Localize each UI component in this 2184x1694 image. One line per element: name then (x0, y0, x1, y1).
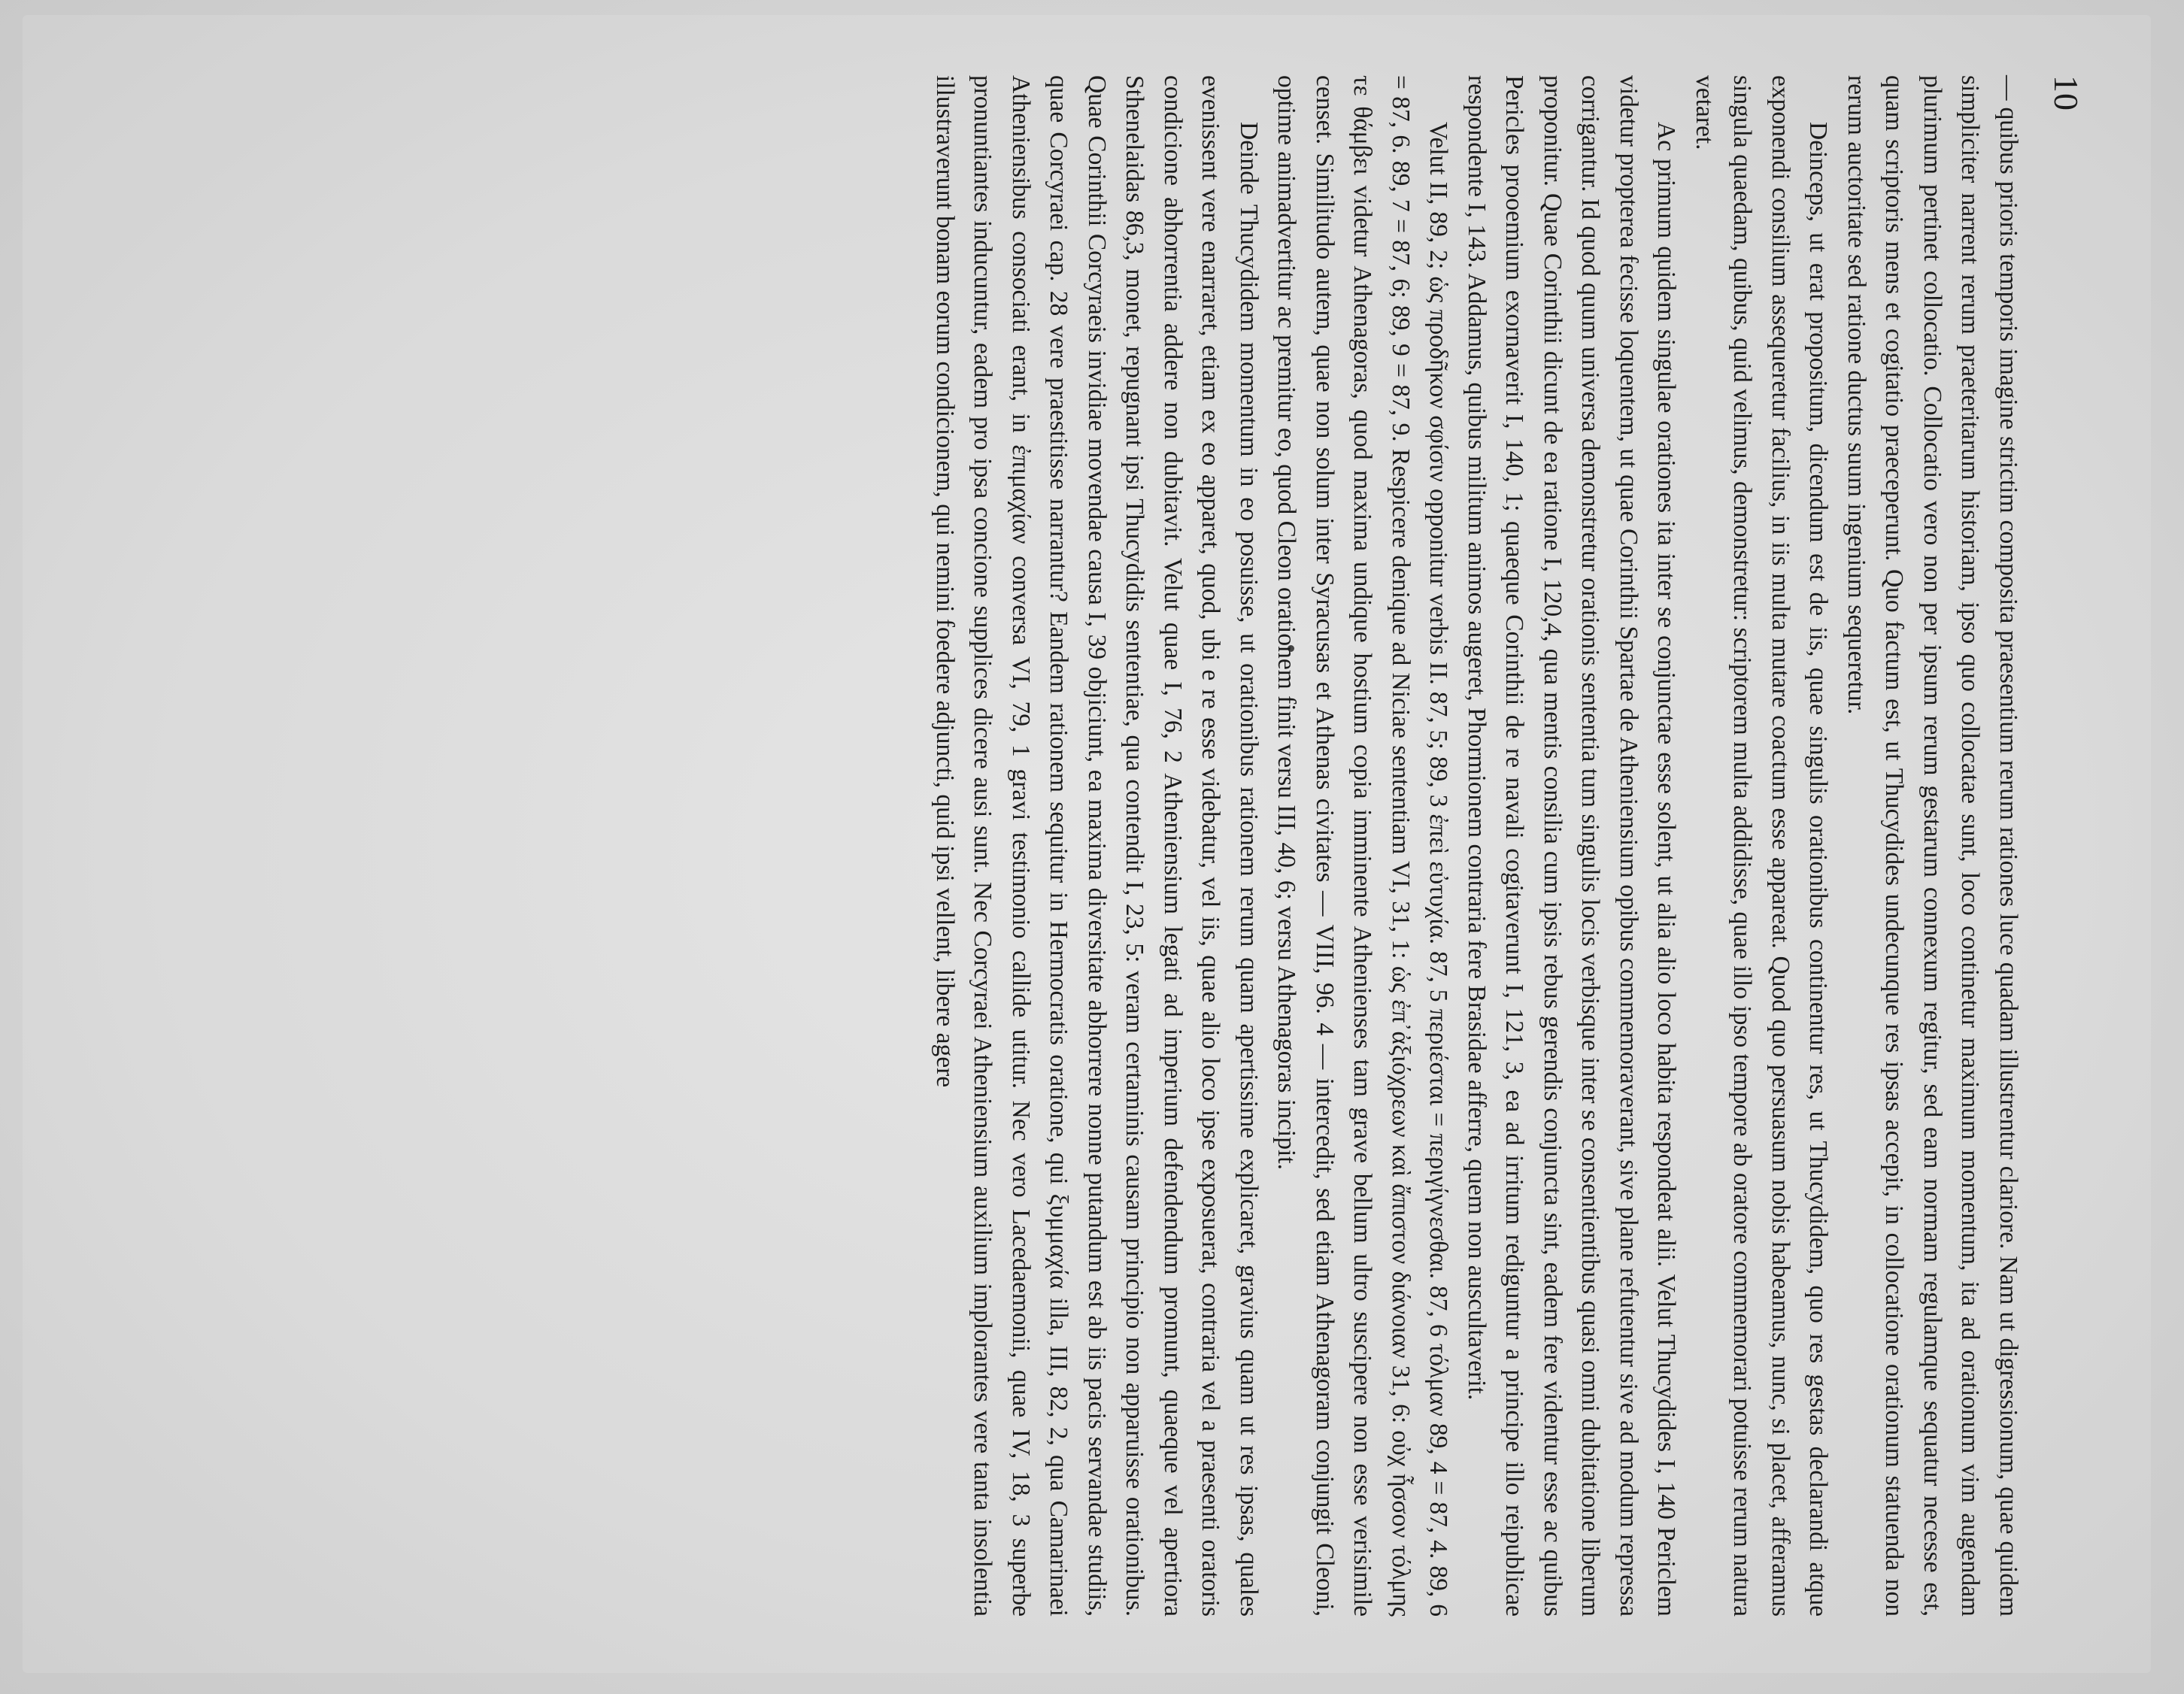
rotated-book-page (117, 75, 2087, 1617)
page-number: 10 (2047, 75, 2085, 111)
paragraph-2: Deinceps, ut erat propositum, dicendum est de iis, quae singulis orationibus continentur res, ut Thucydidem, quo res gestas declarandi atque exponendi consilium assequeretur facilius, in iis multa mutare coactum esse appareat. Quod quo persuasum nobis habeamus, nunc, si placet, afferamus singula quaedam, quibus, quid velimus, demonstretur: scriptorem multa addidisse, quae illo ipso tempore ab oratore commemorari potuisse rerum natura vetaret. (1691, 75, 1833, 1617)
paragraph-1: — quibus prioris temporis imagine strictim composita praesentium rerum rationes luce quadam illustrentur clariore. Nam ut digressionum, quae quidem simpliciter narrent rerum praeteritarum historiam, ipso quo collocatae sunt, loco continetur maximum momentum, ita ad orationum vim augendam plurimum pertinet collocatio. Collocatio vero non per ipsum rerum gestarum connexum regitur, sed eam normam regulamque sequatur necesse est, quam scriptoris mens et cogitatio praeceperunt. Quo factum est, ut Thucydides undecunque res ipsas accepit, in collocatione orationum statuenda non rerum auctoritate sed ratione ductus suum ingenium sequeretur. (1843, 75, 2022, 1617)
paragraph-5: Deinde Thucydidem momentum in eo posuisse, ut orationibus rationem rerum quam apertissime explicaret, gravius quam ut res ipsas, quales evenissent vere enarraret, etiam ex eo apparet, quod, ubi e re esse videbatur, vel iis, quae alio loco ipse exposuerat, contraria vel a praesenti oratoris condicione abhorrentia addere non dubitavit. Velut quae I, 76, 2 Atheniensium legati ad imperium defendendum promunt, quaeque vel apertiora Sthenelaidas 86,3, monet, repugnant ipsi Thucydidis sententiae, qua contendit I, 23, 5: veram certaminis causam principio non apparuisse orationibus. Quae Corinthii Corcyraeis invidiae movendae causa I, 39 objiciunt, ea maxima diversitate abhorrere nonne putandum est ab iis pacis servandae studiis, quae Corcyraei cap. 28 vere praestitisse narrantur? Eandem rationem sequitur in Hermocratis oratione, qui ξυμμαχία illa, III, 82, 2, qua Camarinaei Atheniensibus consociati erant, in ἐπιμαχίαν conversa VI, 79, 1 gravi testimonio callide utitur. Nec vero Lacedaemonii, quae IV, 18, 3 superbe pronuntiantes inducuntur, eadem pro ipsa concione supplices dicere ausi sunt. Nec Corcyraei Atheniensium auxilium implorantes vere tanta insolentia illustraverunt bonam eorum condicionem, qui nemini foedere adjuncti, quid ipsi vellent, libere agere (931, 75, 1263, 1617)
paragraph-4: Velut II, 89, 2; ὡς προδῆκον σφίσιν opponitur verbis II. 87, 5; 89, 3 ἐπεὶ εὐτυχία. 87, 5 περιέσται = περιγίγνεσθαι. 87, 6 τόλμαν 89, 4 = 87, 4. 89, 6 = 87, 6. 89, 7 = 87, 6; 89, 9 = 87, 9. Respicere denique ad Niciae sententiam VI, 31, 1: ὡς ἐπ᾽ἀξιόχρεων καὶ ἄπιστον διάνοιαν 31, 6: οὐχ ἧσσον τόλμης τε θάμβει videtur Athenagoras, quod maxima undique hostium copia imminente Athenienses tam grave bellum ultro suscipere non esse verisimile censet. Similitudo autem, quae non solum inter Syracusas et Athenas civitates — VIII, 96. 4 — intercedit, sed etiam Athenagoram conjungit Cleoni, optime animadvertitur ac premitur eo, quod Cleon orationem finit versu III, 40, 6; versu Athenagoras incipit. (1272, 75, 1453, 1617)
paragraph-3: Ac primum quidem singulae orationes ita inter se conjunctae esse solent, ut alia alio loco habita respondeat alii. Velut Thucydides I, 140 Periclem videtur propterea fecisse loquentem, ut quae Corinthii Spartae de Atheniensium opibus commemoraverant, sive plane refutentur sive ad modum repressa corrigantur. Id quod quum universa demonstretur orationis sententia tum singulis locis verbisque inter se consentientibus quasi omni dubitatione liberum proponitur. Quae Corinthii dicunt de ea ratione I, 120,4, qua mentis consilia cum ipsis rebus gerendis conjuncta sint, eadem fere videntur esse ac quibus Pericles prooemium exornaverit I, 140, 1; quaeque Corinthii de re navali cogitaverunt I, 121, 3, ea ad irritum rediguntur a principe illo reipublicae respondente I, 143. Addamus, quibus militum animos augeret, Phormionem contraria fere Brasidae afferre, quem non auscultaverit. (1463, 75, 1681, 1617)
page-body (926, 75, 2028, 1617)
